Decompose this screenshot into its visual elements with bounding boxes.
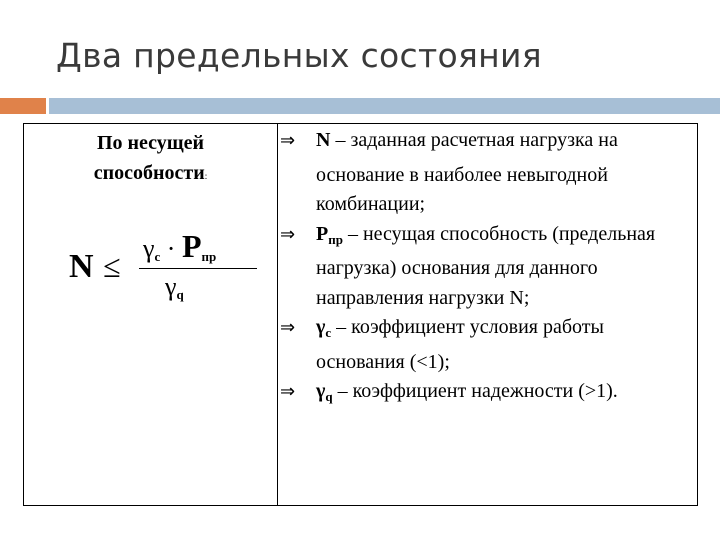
formula-numerator: [143, 228, 216, 265]
definition-item: [280, 220, 696, 314]
definition-symbol: P: [316, 222, 329, 245]
heading-line-2: [24, 158, 277, 191]
formula-lhs: N: [69, 248, 94, 285]
definition-symbol-sub: с: [325, 325, 332, 340]
definition-text: – несущая способность (предельная нагрузка) основания для данного направления нагрузки N;: [316, 222, 656, 309]
denominator-gamma-sub: q: [176, 287, 184, 302]
numerator-gamma-sub: c: [154, 249, 161, 264]
formula-denominator: [165, 272, 184, 303]
formula-relation: ≤: [103, 248, 121, 284]
left-column-heading: [24, 128, 277, 191]
definition-text: – коэффициент надежности (>1).: [332, 380, 618, 402]
definition-item: [280, 126, 696, 220]
definition-item: [280, 313, 696, 377]
implies-arrow-icon: ⇒: [280, 130, 296, 151]
column-divider: [277, 124, 278, 505]
definition-item: [280, 377, 696, 412]
definition-symbol: γ: [316, 380, 326, 402]
definition-symbol: N: [316, 129, 331, 151]
implies-arrow-icon: ⇒: [280, 223, 296, 245]
numerator-p-sub: пр: [201, 249, 217, 264]
heading-line-2-text: способности: [93, 162, 205, 184]
numerator-gamma: γ: [143, 234, 155, 263]
content-table: [23, 123, 698, 506]
numerator-p: P: [181, 228, 202, 264]
slide-title: Два предельных состояния: [56, 36, 542, 75]
bearing-capacity-formula: [69, 224, 259, 324]
definition-symbol-sub: пр: [328, 231, 343, 247]
accent-bar-orange: [0, 98, 46, 114]
heading-line-1: По несущей: [96, 132, 205, 154]
denominator-gamma: γ: [165, 272, 177, 301]
definition-text: – коэффициент условия работы основания (<1);: [316, 316, 604, 373]
definition-symbol-sub: q: [325, 389, 333, 404]
definition-symbol: γ: [316, 316, 326, 338]
heading-colon: :: [204, 171, 208, 181]
definition-text: – заданная расчетная нагрузка на основание в наиболее невыгодной комбинации;: [316, 129, 618, 215]
numerator-dot: ·: [166, 234, 176, 263]
implies-arrow-icon: ⇒: [280, 381, 296, 402]
implies-arrow-icon: ⇒: [280, 317, 296, 338]
definitions-list: [280, 126, 696, 412]
fraction-line: [139, 268, 257, 269]
accent-bar-blue: [49, 98, 720, 114]
